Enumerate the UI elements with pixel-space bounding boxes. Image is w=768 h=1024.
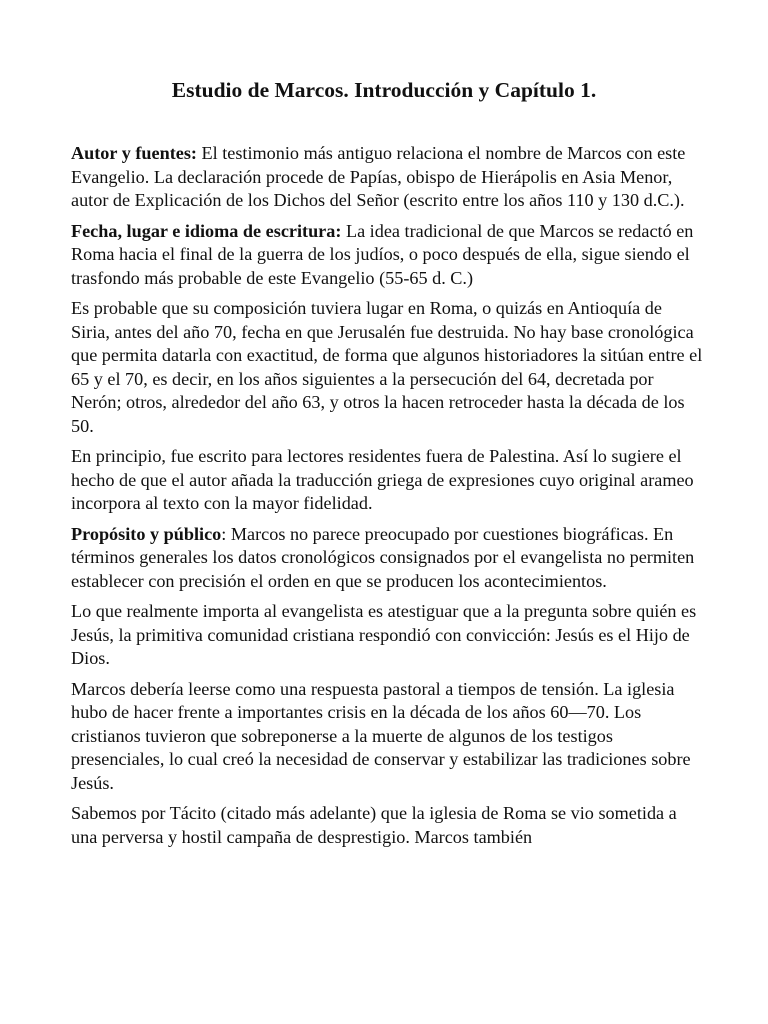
paragraph-lead: Autor y fuentes: — [71, 143, 197, 163]
paragraph-lead: Fecha, lugar e idioma de escritura: — [71, 220, 342, 241]
paragraph-text: El testimonio más antiguo relaciona el nombre de Marcos con este Evangelio. La declaración procede de Papías, obispo de Hierápolis en Asia Menor, autor de Explicación de los Dichos del Señor (escrito entre los años 110 y 130 d.C.). — [71, 143, 686, 210]
paragraph-text: Lo que realmente importa al evangelista es atestiguar que a la pregunta sobre quién es Jesús, la primitiva comunidad cristiana respondió con convicción: Jesús es el Hijo de Dios. — [71, 601, 697, 668]
paragraph-purpose-audience — [71, 523, 703, 594]
paragraph-tacitus — [71, 802, 703, 849]
paragraph-text: La idea tradicional de que Marcos se redactó en Roma hacia el final de la guerra de los judíos, o poco después de ella, sigue siendo el trasfondo más probable de este Evangelio (55-65 d. C.) — [71, 220, 694, 288]
paragraph-composition — [71, 297, 703, 438]
paragraph-pastoral-response — [71, 678, 703, 796]
paragraph-text: Sabemos por Tácito (citado más adelante) que la iglesia de Roma se vio sometida a una perversa y hostil campaña de desprestigio. Marcos también — [71, 803, 677, 847]
paragraph-text: Marcos debería leerse como una respuesta pastoral a tiempos de tensión. La iglesia hubo de hacer frente a importantes crisis en la década de los años 60—70. Los cristianos tuvieron que sobreponerse a la muerte de algunos de los testigos presenciales, lo cual creó la necesidad de conservar y estabilizar las tradiciones sobre Jesús. — [71, 678, 691, 793]
paragraph-author-sources — [71, 142, 703, 213]
paragraph-text: Es probable que su composición tuviera lugar en Roma, o quizás en Antioquía de Siria, antes del año 70, fecha en que Jerusalén fue destruida. No hay base cronológica que permita datarla con exactitud, de forma que algunos historiadores la sitúan entre el 65 y el 70, es decir, en los años siguientes a la persecución del 64, decretada por Nerón; otros, alrededor del año 63, y otros la hacen retroceder hasta la década de los 50. — [71, 298, 703, 436]
paragraph-date-place-language — [71, 220, 703, 291]
paragraph-evangelist-importance — [71, 600, 703, 671]
paragraph-lead: Propósito y público — [71, 523, 222, 544]
document-body — [71, 142, 703, 856]
paragraph-text: En principio, fue escrito para lectores residentes fuera de Palestina. Así lo sugiere el hecho de que el autor añada la traducción griega de expresiones cuyo original arameo incorpora al texto con la mayor fidelidad. — [71, 446, 694, 513]
document-title: Estudio de Marcos. Introducción y Capítulo 1. — [171, 78, 597, 102]
paragraph-readers — [71, 445, 703, 516]
paragraph-text: : Marcos no parece preocupado por cuestiones biográficas. En términos generales los datos cronológicos consignados por el evangelista no permiten establecer con precisión el orden en que se producen los acontecimientos. — [71, 523, 695, 591]
